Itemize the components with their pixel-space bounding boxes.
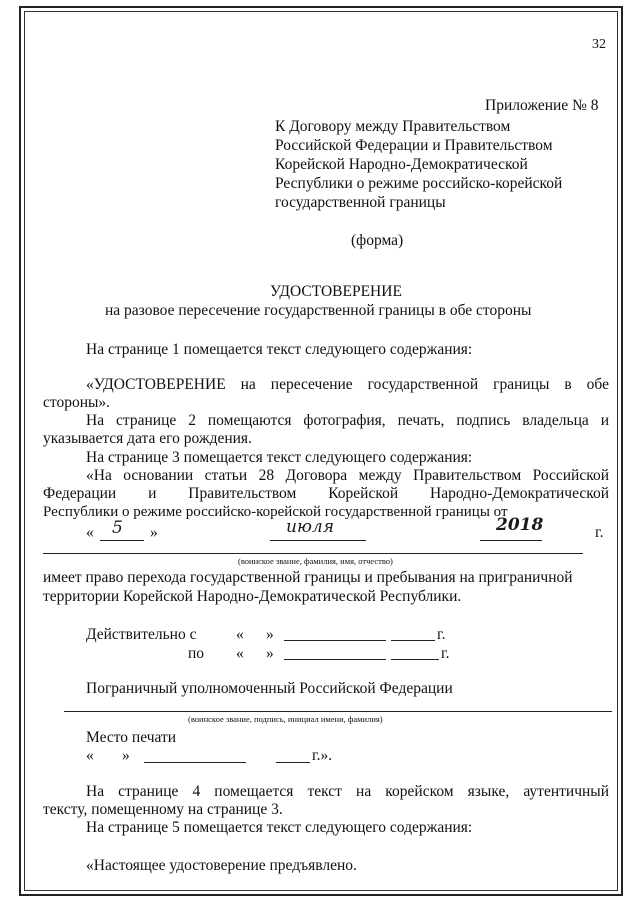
annex-line: Российской Федерации и Правительством xyxy=(275,137,553,154)
form-label: (форма) xyxy=(351,232,404,249)
seal-open-quote: « xyxy=(86,747,94,764)
date-year-suffix: г. xyxy=(595,524,604,541)
page1-intro: На странице 1 помещается текст следующего содержания: xyxy=(86,341,473,358)
validity-to-label: по xyxy=(188,645,205,662)
annex-title: Приложение № 8 xyxy=(485,97,599,114)
date-year: 2018 xyxy=(496,515,544,535)
date-year-line xyxy=(480,540,542,541)
validity-from-year-suffix: г. xyxy=(437,626,446,643)
person-line xyxy=(43,553,583,554)
page3-intro: На странице 3 помещается текст следующего содержания: xyxy=(86,449,473,466)
right-line: имеет право перехода государственной границы и пребывания на приграничной xyxy=(43,569,573,586)
seal-year-suffix: г.». xyxy=(312,747,333,764)
page2-line: указывается дата его рождения. xyxy=(43,430,252,447)
page5-quote: «Настоящее удостоверение предъявлено. xyxy=(86,857,357,874)
page4-line: На странице 4 помещается текст на корейском языке, аутентичный xyxy=(86,783,609,800)
page3-line: Федерации и Правительством Корейской Народно-Демократической xyxy=(43,485,609,502)
page3-line: Республики о режиме российско-корейской государственной границы от xyxy=(43,504,508,520)
seal-close-quote: » xyxy=(122,747,130,764)
annex-line: Республики о режиме российско-корейской xyxy=(275,175,563,192)
date-open-quote: « xyxy=(86,524,94,541)
annex-line: Корейской Народно-Демократической xyxy=(275,156,528,173)
page2-line: На странице 2 помещаются фотография, печать, подпись владельца и xyxy=(86,412,609,429)
validity-from-label: Действительно с xyxy=(86,626,197,643)
signature-caption: (воинское звание, подпись, инициал имени, фамилия) xyxy=(188,714,383,724)
document-subtitle: на разовое пересечение государственной границы в обе стороны xyxy=(105,302,532,319)
validity-to-year-suffix: г. xyxy=(441,645,450,662)
validity-to-month-line xyxy=(284,659,386,660)
date-month-line xyxy=(270,540,366,541)
seal-month-line xyxy=(144,762,246,763)
seal-year-line xyxy=(276,762,310,763)
validity-to-year-line xyxy=(391,659,439,660)
page4-line: тексту, помещенному на странице 3. xyxy=(43,801,283,818)
date-close-quote: » xyxy=(150,524,158,541)
page5-intro: На странице 5 помещается текст следующего содержания: xyxy=(86,819,473,836)
official-title: Пограничный уполномоченный Российской Федерации xyxy=(86,680,453,697)
date-month: июля xyxy=(286,517,334,537)
page3-line: «На основании статьи 28 Договора между Правительством Российской xyxy=(86,467,609,484)
person-caption: (воинское звание, фамилия, имя, отчество) xyxy=(238,556,393,566)
page-number: 32 xyxy=(592,37,606,52)
seal-label: Место печати xyxy=(86,729,177,746)
annex-line: государственной границы xyxy=(275,194,446,211)
page1-text-line: «УДОСТОВЕРЕНИЕ на пересечение государственной границы в обе xyxy=(86,376,609,393)
validity-to-open-quote: « xyxy=(236,645,244,662)
date-day-line xyxy=(100,540,144,541)
signature-line xyxy=(64,711,612,712)
annex-line: К Договору между Правительством xyxy=(275,118,511,135)
validity-to-close-quote: » xyxy=(266,645,274,662)
validity-from-close-quote: » xyxy=(266,626,274,643)
validity-from-month-line xyxy=(284,640,386,641)
validity-from-year-line xyxy=(391,640,435,641)
validity-from-open-quote: « xyxy=(236,626,244,643)
date-day: 5 xyxy=(112,518,123,538)
document-title: УДОСТОВЕРЕНИЕ xyxy=(270,283,402,300)
right-line: территории Корейской Народно-Демократической Республики. xyxy=(43,588,462,605)
page1-text-line: стороны». xyxy=(43,394,111,411)
